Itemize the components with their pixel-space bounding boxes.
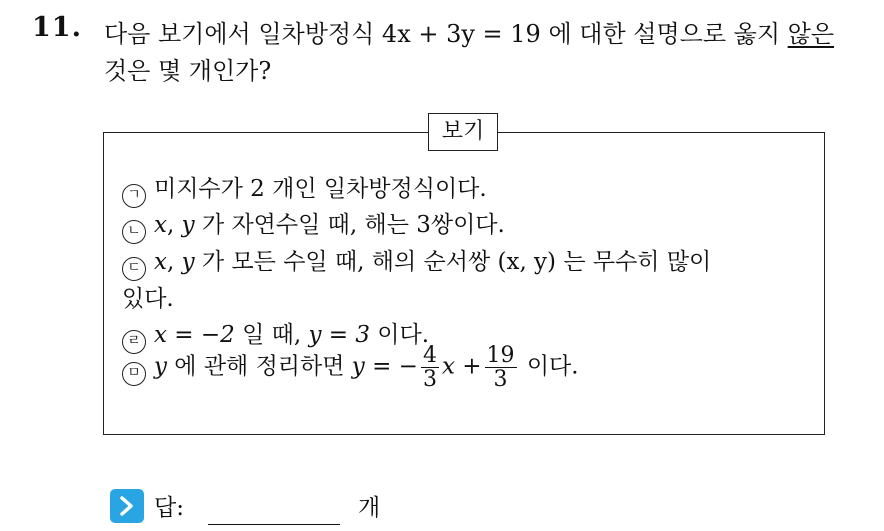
fraction-denominator: 3 <box>422 367 437 393</box>
question-line-1 <box>104 14 834 49</box>
item-text-4a: 일 때, <box>234 322 309 348</box>
fraction-numerator: 4 <box>422 343 437 368</box>
item-eq-y: y = − <box>351 353 418 380</box>
example-box-title: 보기 <box>428 113 498 151</box>
example-item-3 <box>122 243 711 281</box>
item-eq-x: x = −2 <box>154 322 235 348</box>
item-text-5a: 에 관해 정리하면 <box>167 353 352 380</box>
example-item-2 <box>122 206 505 244</box>
item-mark-1: ㄱ <box>122 184 146 208</box>
question-text-b: 에 대한 설명으로 옳지 <box>540 20 788 48</box>
item-text-2: 가 자연수일 때, 해는 3쌍이다. <box>194 212 505 238</box>
item-sep: , <box>166 249 182 275</box>
equation: 4x + 3y = 19 <box>381 20 541 48</box>
item-mark-3: ㄷ <box>122 257 146 281</box>
example-item-1 <box>122 170 487 208</box>
item-mark-4: ㄹ <box>122 330 146 354</box>
answer-arrow-icon[interactable] <box>110 489 144 523</box>
item-mark-2: ㄴ <box>122 220 146 244</box>
item-text-4b: 이다. <box>370 322 430 348</box>
fraction-4-3 <box>421 344 439 391</box>
answer-row <box>110 489 380 525</box>
emphasis-text: 않은 <box>787 20 835 48</box>
item-var-x: x <box>154 249 167 275</box>
fraction-19-3 <box>485 344 517 391</box>
item-sep: , <box>166 212 182 238</box>
question-line-2: 것은 몇 개인가? <box>104 57 272 85</box>
item-var-y: y <box>154 353 167 380</box>
answer-label: 답: <box>154 495 184 521</box>
item-text-1: 미지수가 2 개인 일차방정식이다. <box>154 176 487 202</box>
item-var-x: x <box>154 212 167 238</box>
question-number: 11. <box>32 12 82 43</box>
item-var-y: y <box>181 249 195 275</box>
question-text-a: 다음 보기에서 일차방정식 <box>104 20 382 48</box>
fraction-numerator: 19 <box>486 343 515 368</box>
item-eq-y: y = 3 <box>308 322 370 348</box>
item-mark-5: ㅁ <box>122 362 146 386</box>
example-item-3-cont: 있다. <box>122 286 174 312</box>
fraction-denominator: 3 <box>493 367 508 393</box>
item-eq-x: x + <box>441 353 482 380</box>
item-text-5b: 이다. <box>519 353 579 380</box>
answer-unit: 개 <box>357 495 381 521</box>
example-item-5 <box>122 344 579 391</box>
item-text-3: 가 모든 수일 때, 해의 순서쌍 (x, y) 는 무수히 많이 <box>194 249 712 275</box>
answer-input[interactable] <box>208 496 340 525</box>
item-var-y: y <box>181 212 195 238</box>
